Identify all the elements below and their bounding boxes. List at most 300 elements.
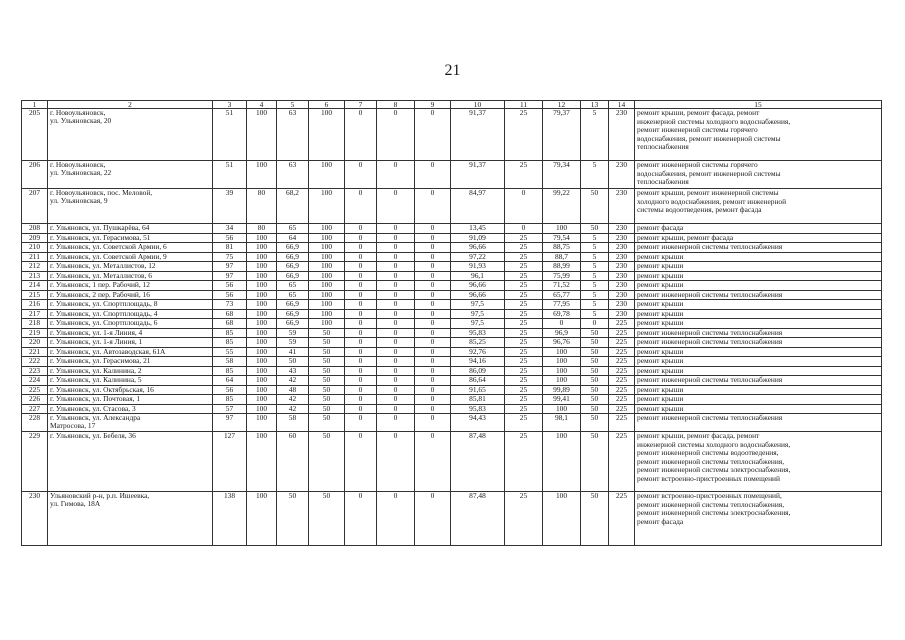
value-cell: 0 xyxy=(345,338,377,348)
value-cell: 42 xyxy=(277,404,309,414)
value-cell: 81 xyxy=(213,243,247,253)
value-cell: 50 xyxy=(581,414,609,432)
value-cell: 0 xyxy=(415,243,451,253)
value-cell: 0 xyxy=(345,347,377,357)
value-cell: 0 xyxy=(377,357,415,367)
works-cell xyxy=(635,290,882,300)
row-number-cell: 215 xyxy=(22,290,48,300)
value-cell: 25 xyxy=(505,309,543,319)
value-cell: 50 xyxy=(581,189,609,224)
value-cell: 99,22 xyxy=(543,189,581,224)
value-cell: 65,77 xyxy=(543,290,581,300)
work-line: ремонт инженерной системы водоотведения, xyxy=(637,448,779,457)
row-number-cell: 222 xyxy=(22,357,48,367)
work-line: холодного водоснабжения, ремонт инженерной xyxy=(637,196,787,206)
value-cell: 25 xyxy=(505,347,543,357)
work-line: системы водоотведения, ремонт фасада xyxy=(637,205,762,214)
value-cell: 91,37 xyxy=(451,109,505,161)
value-cell: 0 xyxy=(345,376,377,386)
row-number-cell: 214 xyxy=(22,281,48,291)
value-cell: 39 xyxy=(213,189,247,224)
value-cell: 50 xyxy=(581,395,609,405)
value-cell: 0 xyxy=(415,189,451,224)
value-cell: 50 xyxy=(581,492,609,546)
value-cell: 42 xyxy=(277,395,309,405)
address-cell: г. Ульяновск, ул. Советской Армии, 6 xyxy=(48,243,213,253)
column-number-cell: 13 xyxy=(581,101,609,109)
address-cell: г. Ульяновск, ул. Автозаводская, 61А xyxy=(48,347,213,357)
work-line: инженерной системы холодного водоснабжения, xyxy=(637,116,791,126)
value-cell: 85 xyxy=(213,395,247,405)
value-cell: 58 xyxy=(213,357,247,367)
value-cell: 99,41 xyxy=(543,395,581,405)
work-line: ремонт крыши, ремонт фасада xyxy=(637,233,734,242)
value-cell: 66,9 xyxy=(277,309,309,319)
value-cell: 225 xyxy=(609,376,635,386)
table-row xyxy=(22,290,882,300)
value-cell: 100 xyxy=(247,252,277,262)
value-cell: 57 xyxy=(213,404,247,414)
work-line: ремонт инженерной системы теплоснабжения, xyxy=(637,456,785,466)
column-number-cell: 10 xyxy=(451,101,505,109)
table-body xyxy=(22,101,882,546)
column-number-cell: 5 xyxy=(277,101,309,109)
value-cell: 100 xyxy=(247,328,277,338)
address-cell: г. Ульяновск, ул. Металлистов, 6 xyxy=(48,271,213,281)
column-number-cell: 11 xyxy=(505,101,543,109)
address-cell: г. Ульяновск, ул. 1-я Линия, 1 xyxy=(48,338,213,348)
value-cell: 100 xyxy=(543,376,581,386)
value-cell: 50 xyxy=(309,376,345,386)
value-cell: 100 xyxy=(543,492,581,546)
value-cell: 91,09 xyxy=(451,233,505,243)
works-cell xyxy=(635,252,882,262)
table-row xyxy=(22,366,882,376)
value-cell: 0 xyxy=(415,414,451,432)
work-line: ремонт инженерной системы горячего xyxy=(637,125,758,134)
value-cell: 225 xyxy=(609,328,635,338)
works-cell xyxy=(635,366,882,376)
table-row xyxy=(22,328,882,338)
value-cell: 66,9 xyxy=(277,252,309,262)
value-cell: 48 xyxy=(277,385,309,395)
value-cell: 0 xyxy=(345,385,377,395)
value-cell: 5 xyxy=(581,290,609,300)
value-cell: 66,9 xyxy=(277,243,309,253)
value-cell: 97,5 xyxy=(451,319,505,329)
value-cell: 25 xyxy=(505,366,543,376)
value-cell: 100 xyxy=(247,233,277,243)
value-cell: 51 xyxy=(213,109,247,161)
value-cell: 100 xyxy=(309,233,345,243)
value-cell: 25 xyxy=(505,328,543,338)
value-cell: 0 xyxy=(345,224,377,234)
value-cell: 100 xyxy=(309,281,345,291)
value-cell: 100 xyxy=(247,300,277,310)
value-cell: 0 xyxy=(345,414,377,432)
row-number-cell: 208 xyxy=(22,224,48,234)
value-cell: 100 xyxy=(543,347,581,357)
value-cell: 100 xyxy=(247,395,277,405)
value-cell: 100 xyxy=(247,357,277,367)
value-cell: 0 xyxy=(415,328,451,338)
address-cell: г. Новоульяновск, ул. Ульяновская, 22 xyxy=(48,161,213,189)
address-cell: г. Ульяновск, ул. Александра Матросова, 17 xyxy=(48,414,213,432)
column-number-cell: 3 xyxy=(213,101,247,109)
value-cell: 230 xyxy=(609,309,635,319)
address-cell: г. Новоульяновск, пос. Меловой, ул. Ульяновская, 9 xyxy=(48,189,213,224)
works-cell xyxy=(635,376,882,386)
value-cell: 0 xyxy=(345,252,377,262)
value-cell: 0 xyxy=(415,404,451,414)
works-cell xyxy=(635,243,882,253)
table-row xyxy=(22,404,882,414)
value-cell: 100 xyxy=(247,262,277,272)
value-cell: 225 xyxy=(609,395,635,405)
row-number-cell: 230 xyxy=(22,492,48,546)
address-cell: г. Ульяновск, ул. Спортплощадь, 8 xyxy=(48,300,213,310)
works-cell xyxy=(635,281,882,291)
value-cell: 96,66 xyxy=(451,290,505,300)
value-cell: 0 xyxy=(415,161,451,189)
work-line: водоснабжения, ремонт инженерной системы xyxy=(637,133,781,143)
value-cell: 25 xyxy=(505,432,543,492)
value-cell: 100 xyxy=(309,243,345,253)
table-row xyxy=(22,414,882,432)
table-row xyxy=(22,262,882,272)
value-cell: 13,45 xyxy=(451,224,505,234)
value-cell: 100 xyxy=(309,224,345,234)
value-cell: 5 xyxy=(581,271,609,281)
value-cell: 0 xyxy=(505,189,543,224)
value-cell: 230 xyxy=(609,290,635,300)
value-cell: 0 xyxy=(415,109,451,161)
value-cell: 25 xyxy=(505,161,543,189)
address-cell: г. Ульяновск, ул. Советской Армии, 9 xyxy=(48,252,213,262)
address-cell: г. Ульяновск, ул. Калинина, 5 xyxy=(48,376,213,386)
address-cell: г. Ульяновск, ул. 1-я Линия, 4 xyxy=(48,328,213,338)
value-cell: 0 xyxy=(415,233,451,243)
value-cell: 59 xyxy=(277,338,309,348)
row-number-cell: 225 xyxy=(22,385,48,395)
work-line: ремонт встроенно-пристроенных помещений, xyxy=(637,491,782,500)
address-cell: Ульяновский р-н, р.п. Ишеевка, ул. Гимова, 18А xyxy=(48,492,213,546)
value-cell: 50 xyxy=(309,432,345,492)
value-cell: 50 xyxy=(581,347,609,357)
row-number-cell: 221 xyxy=(22,347,48,357)
value-cell: 0 xyxy=(415,376,451,386)
value-cell: 68 xyxy=(213,319,247,329)
value-cell: 0 xyxy=(345,357,377,367)
work-line: ремонт крыши, ремонт инженерной системы xyxy=(637,188,779,197)
value-cell: 92,76 xyxy=(451,347,505,357)
row-number-cell: 216 xyxy=(22,300,48,310)
value-cell: 97,5 xyxy=(451,309,505,319)
value-cell: 50 xyxy=(581,432,609,492)
table-row xyxy=(22,161,882,189)
work-line: ремонт инженерной системы теплоснабжения, xyxy=(637,499,785,509)
value-cell: 0 xyxy=(415,366,451,376)
value-cell: 25 xyxy=(505,271,543,281)
table-row xyxy=(22,338,882,348)
table-row xyxy=(22,233,882,243)
value-cell: 25 xyxy=(505,385,543,395)
value-cell: 5 xyxy=(581,243,609,253)
value-cell: 85,81 xyxy=(451,395,505,405)
works-cell xyxy=(635,309,882,319)
value-cell: 87,48 xyxy=(451,492,505,546)
value-cell: 5 xyxy=(581,300,609,310)
address-cell: г. Ульяновск, 2 пер. Рабочий, 16 xyxy=(48,290,213,300)
table-row xyxy=(22,109,882,161)
value-cell: 56 xyxy=(213,385,247,395)
table-row xyxy=(22,319,882,329)
value-cell: 0 xyxy=(415,300,451,310)
value-cell: 43 xyxy=(277,366,309,376)
work-line: ремонт крыши xyxy=(637,394,684,403)
value-cell: 65 xyxy=(277,290,309,300)
table-row xyxy=(22,281,882,291)
value-cell: 100 xyxy=(247,109,277,161)
value-cell: 96,76 xyxy=(543,338,581,348)
row-number-cell: 228 xyxy=(22,414,48,432)
value-cell: 230 xyxy=(609,262,635,272)
table-row xyxy=(22,243,882,253)
work-line: ремонт крыши xyxy=(637,252,684,261)
table-row xyxy=(22,300,882,310)
value-cell: 225 xyxy=(609,385,635,395)
works-cell xyxy=(635,385,882,395)
value-cell: 64 xyxy=(213,376,247,386)
work-line: ремонт инженерной системы теплоснабжения xyxy=(637,375,783,384)
value-cell: 69,78 xyxy=(543,309,581,319)
value-cell: 0 xyxy=(345,233,377,243)
row-number-cell: 209 xyxy=(22,233,48,243)
value-cell: 97,22 xyxy=(451,252,505,262)
row-number-cell: 211 xyxy=(22,252,48,262)
table-row xyxy=(22,492,882,546)
value-cell: 0 xyxy=(377,492,415,546)
page-number: 21 xyxy=(444,62,461,79)
value-cell: 138 xyxy=(213,492,247,546)
row-number-cell: 229 xyxy=(22,432,48,492)
address-cell: г. Ульяновск, ул. Герасимова, 51 xyxy=(48,233,213,243)
value-cell: 79,54 xyxy=(543,233,581,243)
value-cell: 0 xyxy=(345,395,377,405)
value-cell: 100 xyxy=(247,271,277,281)
value-cell: 230 xyxy=(609,161,635,189)
value-cell: 41 xyxy=(277,347,309,357)
works-cell xyxy=(635,109,882,161)
value-cell: 25 xyxy=(505,262,543,272)
value-cell: 50 xyxy=(581,385,609,395)
value-cell: 79,37 xyxy=(543,109,581,161)
value-cell: 94,16 xyxy=(451,357,505,367)
value-cell: 80 xyxy=(247,189,277,224)
row-number-cell: 218 xyxy=(22,319,48,329)
value-cell: 5 xyxy=(581,252,609,262)
value-cell: 225 xyxy=(609,347,635,357)
value-cell: 50 xyxy=(309,404,345,414)
row-number-cell: 205 xyxy=(22,109,48,161)
value-cell: 0 xyxy=(377,224,415,234)
value-cell: 100 xyxy=(309,271,345,281)
works-cell xyxy=(635,233,882,243)
value-cell: 0 xyxy=(377,300,415,310)
value-cell: 34 xyxy=(213,224,247,234)
value-cell: 100 xyxy=(247,404,277,414)
value-cell: 5 xyxy=(581,109,609,161)
works-cell xyxy=(635,395,882,405)
value-cell: 100 xyxy=(247,385,277,395)
works-cell xyxy=(635,319,882,329)
value-cell: 230 xyxy=(609,243,635,253)
address-cell: г. Ульяновск, ул. Октябрьская, 16 xyxy=(48,385,213,395)
works-cell xyxy=(635,414,882,432)
address-cell: г. Ульяновск, ул. Калинина, 2 xyxy=(48,366,213,376)
works-cell xyxy=(635,347,882,357)
value-cell: 75,99 xyxy=(543,271,581,281)
value-cell: 56 xyxy=(213,281,247,291)
works-cell xyxy=(635,404,882,414)
value-cell: 0 xyxy=(377,243,415,253)
value-cell: 0 xyxy=(345,271,377,281)
value-cell: 100 xyxy=(309,309,345,319)
value-cell: 100 xyxy=(247,309,277,319)
value-cell: 100 xyxy=(247,319,277,329)
value-cell: 75 xyxy=(213,252,247,262)
value-cell: 60 xyxy=(277,432,309,492)
table-row xyxy=(22,432,882,492)
value-cell: 100 xyxy=(543,366,581,376)
work-line: ремонт крыши xyxy=(637,271,684,280)
value-cell: 94,43 xyxy=(451,414,505,432)
value-cell: 0 xyxy=(415,281,451,291)
value-cell: 100 xyxy=(543,357,581,367)
value-cell: 100 xyxy=(309,109,345,161)
value-cell: 85 xyxy=(213,338,247,348)
address-cell: г. Ульяновск, ул. Спортплощадь, 4 xyxy=(48,309,213,319)
works-cell xyxy=(635,224,882,234)
column-number-cell: 6 xyxy=(309,101,345,109)
value-cell: 25 xyxy=(505,404,543,414)
value-cell: 50 xyxy=(581,357,609,367)
value-cell: 100 xyxy=(247,290,277,300)
value-cell: 5 xyxy=(581,262,609,272)
value-cell: 225 xyxy=(609,414,635,432)
value-cell: 100 xyxy=(309,161,345,189)
value-cell: 25 xyxy=(505,338,543,348)
work-line: ремонт инженерной системы теплоснабжения xyxy=(637,290,783,299)
value-cell: 97 xyxy=(213,414,247,432)
value-cell: 100 xyxy=(309,290,345,300)
value-cell: 0 xyxy=(415,309,451,319)
value-cell: 0 xyxy=(415,347,451,357)
address-cell: г. Ульяновск, ул. Металлистов, 12 xyxy=(48,262,213,272)
value-cell: 87,48 xyxy=(451,432,505,492)
work-line: ремонт встроенно-пристроенных помещений xyxy=(637,473,780,483)
table-row xyxy=(22,376,882,386)
value-cell: 88,99 xyxy=(543,262,581,272)
value-cell: 230 xyxy=(609,224,635,234)
work-line: ремонт крыши xyxy=(637,385,684,394)
value-cell: 0 xyxy=(377,281,415,291)
work-line: ремонт крыши xyxy=(637,404,684,413)
value-cell: 50 xyxy=(581,338,609,348)
column-number-row xyxy=(22,101,882,109)
work-line: ремонт крыши xyxy=(637,309,684,318)
value-cell: 230 xyxy=(609,252,635,262)
value-cell: 0 xyxy=(377,189,415,224)
value-cell: 0 xyxy=(345,309,377,319)
value-cell: 66,9 xyxy=(277,300,309,310)
value-cell: 0 xyxy=(415,252,451,262)
address-cell: г. Ульяновск, ул. Пушкарёва, 64 xyxy=(48,224,213,234)
row-number-cell: 206 xyxy=(22,161,48,189)
value-cell: 225 xyxy=(609,357,635,367)
value-cell: 50 xyxy=(277,357,309,367)
address-cell: г. Ульяновск, ул. Спортплощадь, 6 xyxy=(48,319,213,329)
value-cell: 50 xyxy=(309,385,345,395)
value-cell: 0 xyxy=(415,385,451,395)
column-number-cell: 7 xyxy=(345,101,377,109)
row-number-cell: 226 xyxy=(22,395,48,405)
address-cell: г. Ульяновск, 1 пер. Рабочий, 12 xyxy=(48,281,213,291)
column-number-cell: 4 xyxy=(247,101,277,109)
value-cell: 65 xyxy=(277,224,309,234)
value-cell: 95,83 xyxy=(451,404,505,414)
work-line: ремонт крыши xyxy=(637,347,684,356)
value-cell: 86,64 xyxy=(451,376,505,386)
work-line: ремонт инженерной системы теплоснабжения xyxy=(637,328,783,337)
value-cell: 100 xyxy=(543,432,581,492)
work-line: ремонт крыши xyxy=(637,366,684,375)
works-cell xyxy=(635,271,882,281)
value-cell: 50 xyxy=(309,338,345,348)
value-cell: 100 xyxy=(309,252,345,262)
value-cell: 99,89 xyxy=(543,385,581,395)
value-cell: 0 xyxy=(377,233,415,243)
value-cell: 50 xyxy=(309,414,345,432)
value-cell: 50 xyxy=(581,376,609,386)
value-cell: 0 xyxy=(415,290,451,300)
table-row xyxy=(22,385,882,395)
value-cell: 0 xyxy=(377,161,415,189)
column-number-cell: 8 xyxy=(377,101,415,109)
value-cell: 0 xyxy=(345,281,377,291)
works-cell xyxy=(635,492,882,546)
value-cell: 0 xyxy=(505,224,543,234)
value-cell: 25 xyxy=(505,492,543,546)
value-cell: 0 xyxy=(377,385,415,395)
value-cell: 51 xyxy=(213,161,247,189)
value-cell: 0 xyxy=(415,271,451,281)
value-cell: 68 xyxy=(213,309,247,319)
value-cell: 0 xyxy=(377,347,415,357)
value-cell: 50 xyxy=(581,224,609,234)
work-line: ремонт крыши xyxy=(637,356,684,365)
value-cell: 66,9 xyxy=(277,262,309,272)
address-cell: г. Ульяновск, ул. Почтовая, 1 xyxy=(48,395,213,405)
value-cell: 96,66 xyxy=(451,243,505,253)
work-line: ремонт фасада xyxy=(637,223,684,232)
value-cell: 100 xyxy=(247,366,277,376)
value-cell: 96,9 xyxy=(543,328,581,338)
works-cell xyxy=(635,189,882,224)
value-cell: 225 xyxy=(609,366,635,376)
value-cell: 0 xyxy=(345,300,377,310)
value-cell: 0 xyxy=(543,319,581,329)
